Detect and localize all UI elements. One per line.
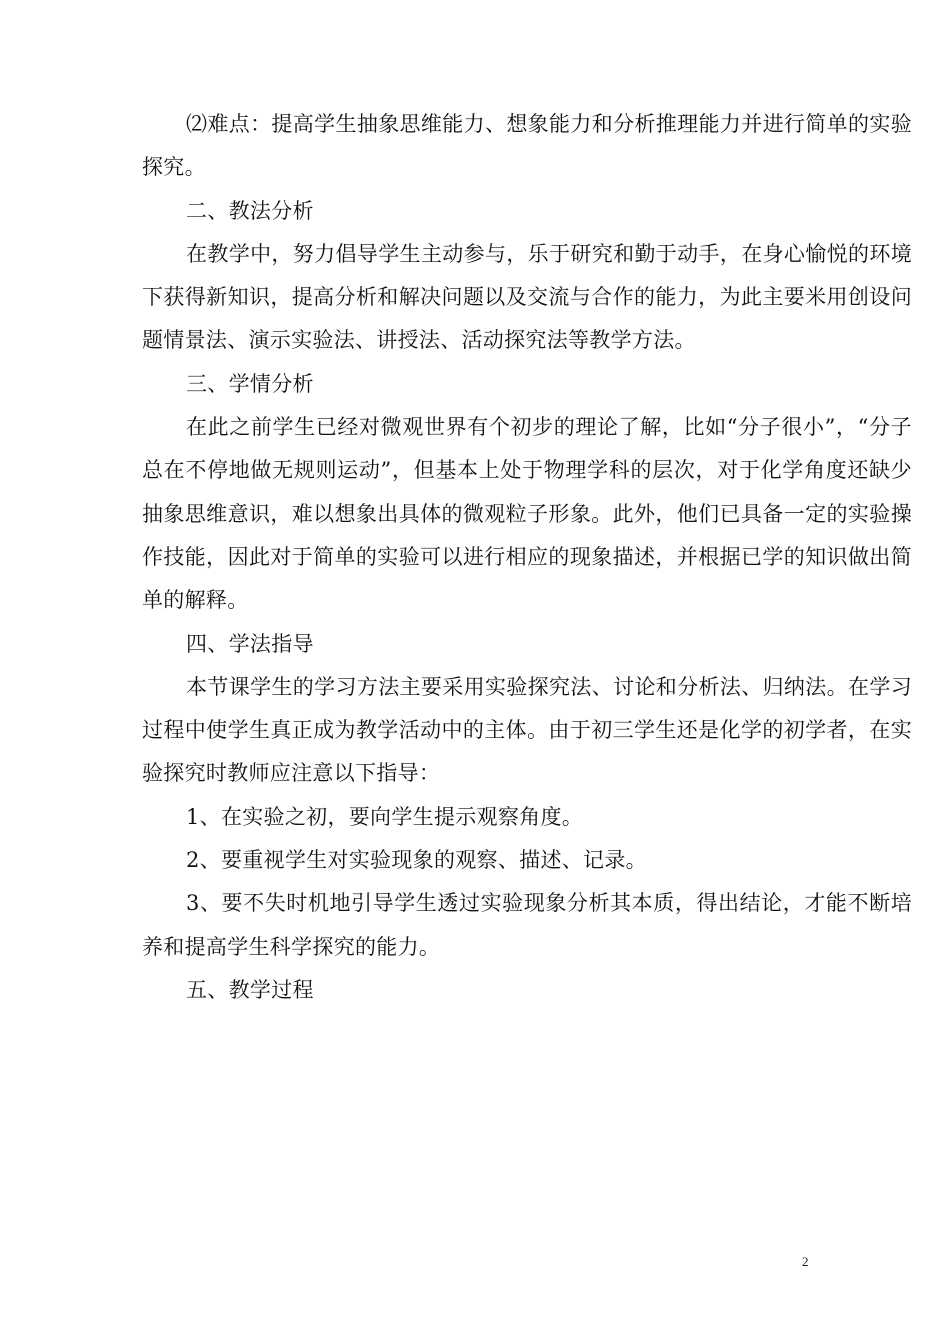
student-analysis-paragraph: 在此之前学生已经对微观世界有个初步的理论了解，比如“分子很小”，“分子总在不停地做无规则运动”，但基本上处于物理学科的层次，对于化学角度还缺少抽象思维意识，难以想象出具体的微观粒子形象。此外，他们已具备一定的实验操作技能，因此对于简单的实验可以进行相应的现象描述，并根据已学的知识做出简单的解释。	[142, 415, 912, 613]
difficulty-paragraph: ⑵难点：提高学生抽象思维能力、想象能力和分析推理能力并进行简单的实验探究。	[142, 112, 912, 180]
guidance-item-3: 3、要不失时机地引导学生透过实验现象分析其本质，得出结论，才能不断培养和提高学生科学探究的能力。	[142, 891, 912, 959]
page-number: 2	[802, 1254, 809, 1269]
guidance-item-1: 1、在实验之初，要向学生提示观察角度。	[186, 804, 584, 829]
section-heading-teaching-method: 二、教法分析	[186, 198, 314, 223]
teaching-method-paragraph: 在教学中，努力倡导学生主动参与，乐于研究和勤于动手，在身心愉悦的环境下获得新知识，提高分析和解决问题以及交流与合作的能力，为此主要米用创设问题情景法、演示实验法、讲授法、活动探究法等教学方法。	[142, 241, 912, 353]
guidance-item-2: 2、要重视学生对实验现象的观察、描述、记录。	[186, 848, 647, 873]
section-heading-learning-guidance: 四、学法指导	[186, 631, 314, 656]
learning-guidance-paragraph: 本节课学生的学习方法主要采用实验探究法、讨论和分析法、归纳法。在学习过程中使学生真正成为教学活动中的主体。由于初三学生还是化学的初学者，在实验探究时教师应注意以下指导：	[142, 674, 912, 786]
section-heading-student-analysis: 三、学情分析	[186, 371, 314, 396]
document-body	[142, 103, 912, 1012]
section-heading-teaching-process: 五、教学过程	[186, 977, 314, 1002]
